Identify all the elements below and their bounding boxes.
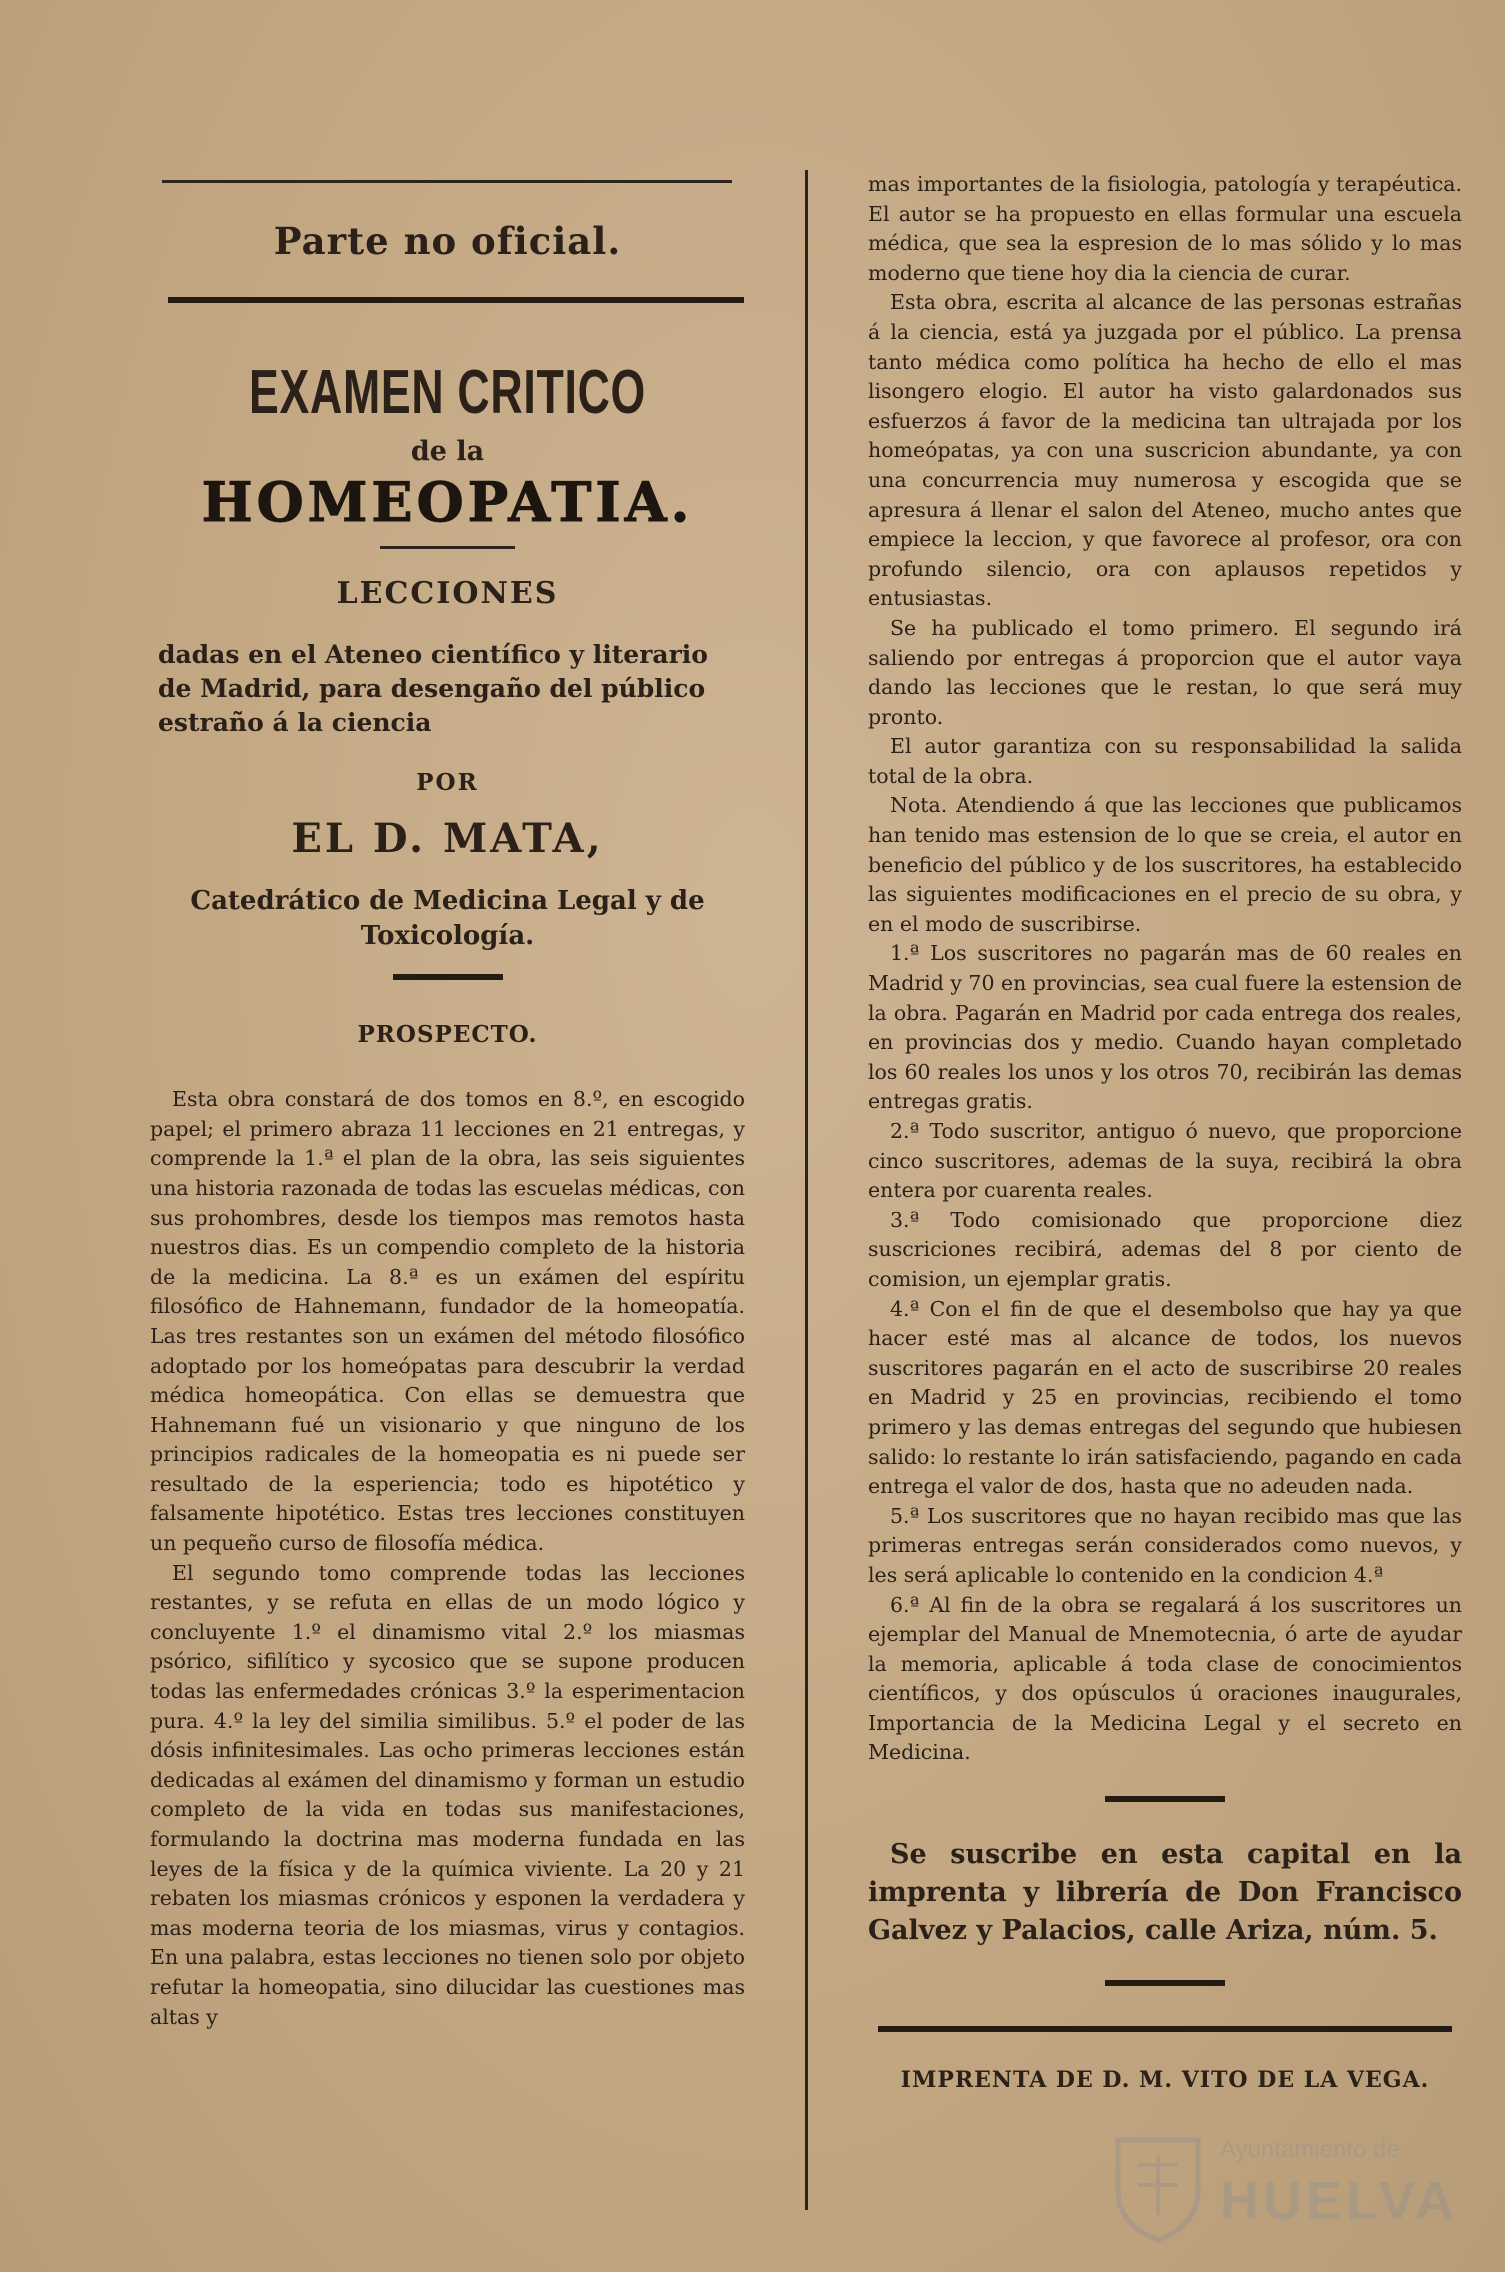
book-subject: HOMEOPATIA.: [201, 470, 694, 535]
section-rule: [1105, 1796, 1225, 1802]
column-divider: [805, 170, 808, 2210]
prospectus-paragraph: Esta obra constará de dos tomos en 8.º, en escogido papel; el primero abraza 11 lecciones en 21 entregas, y comprende la 1.ª el plan de la obra, las seis siguientes una historia razonada de todas las escuelas médicas, con sus prohombres, desde los tiempos mas remotos hasta nuestros dias. Es un compendio completo de la historia de la medicina. La 8.ª es un exámen del espíritu filosófico de Hahnemann, fundador de la homeopatía. Las tres restantes son un exámen del método filosófico adoptado por los homeópatas para descubrir la verdad médica homeopática. Con ellas se demuestra que Hahnemann fué un visionario y que ninguno de los principios radicales de la homeopatia es ni puede ser resultado de la esperiencia; todo es hipotético y falsamente hipotético. Estas tres lecciones constituyen un pequeño curso de filosofía médica.: [150, 1087, 745, 1556]
archive-watermark: [1100, 2130, 1458, 2250]
prospectus-paragraph-continued: mas importantes de la fisiologia, patología y terapéutica. El autor se ha propuesto en ellas formular una escuela médica, que sea la espresion de lo mas sólido y lo mas moderno que tiene hoy dia la ciencia de curar.: [868, 172, 1462, 285]
book-title: EXAMEN CRITICO: [249, 357, 646, 427]
prospectus-paragraph: El segundo tomo comprende todas las lecciones restantes, y se refuta en ellas de un modo lógico y concluyente 1.º el dinamismo vital 2.º los miasmas psórico, sifilítico y sycosico que se supone producen todas las enfermedades crónicas 3.º la esperimentacion pura. 4.º la ley del similia similibus. 5.º el poder de las dósis infinitesimales. Las ocho primeras lecciones están dedicadas al exámen del dinamismo y forman un estudio completo de la vida en todas sus manifestaciones, formulando la doctrina mas moderna fundada en las leyes de la física y de la química viviente. La 20 y 21 rebaten los miasmas crónicos y esponen la verdadera y mas moderna teoria de los miasmas, virus y contagios. En una palabra, estas lecciones no tienen solo por objeto refutar la homeopatia, sino dilucidar las cuestiones mas altas y: [150, 1560, 745, 2029]
title-rule: [380, 546, 515, 549]
prospectus-note: Nota. Atendiendo á que las lecciones que publicamos han tenido mas estension de lo que se creia, el autor en beneficio del público y de los suscritores, ha establecido las siguientes modificaciones en el precio de su obra, y en el modo de suscribirse.: [868, 793, 1462, 936]
by-label: POR: [416, 769, 479, 797]
top-rule: [162, 180, 732, 183]
author-name: EL D. MATA,: [291, 814, 604, 862]
left-column: [150, 170, 745, 2032]
prospectus-paragraph: Esta obra, escrita al alcance de las personas estrañas á la ciencia, está ya juzgada por el público. La prensa tanto médica como política ha hecho de ello el mas lisongero elogio. El autor ha visto galardonados sus esfuerzos á favor de la medicina tan ultrajada por los homeópatas, ya con una suscricion abundante, ya con una concurrencia muy numerosa y escogida que se apresura á llenar el salon del Ateneo, mucho antes que empiece la leccion, y que favorece al profesor, ora con profundo silencio, ora con aplausos repetidos y entusiastas.: [868, 290, 1462, 611]
watermark-line-1: Ayuntamiento de: [1220, 2136, 1400, 2163]
author-rule: [393, 974, 503, 980]
prospectus-paragraph: Se ha publicado el tomo primero. El segundo irá saliendo por entregas á proporcion que el autor vaya dando las lecciones que le restan, lo que será muy pronto.: [868, 615, 1462, 729]
heading-rule: [168, 297, 744, 303]
condition-item: 2.ª Todo suscritor, antiguo ó nuevo, que proporcione cinco suscritores, ademas de la suya, recibirá la obra entera por cuarenta reales.: [868, 1119, 1462, 1203]
condition-item: 6.ª Al fin de la obra se regalará á los suscritores un ejemplar del Manual de Mnemotecnia, ó arte de ayudar la memoria, aplicable á toda clase de conocimientos científicos, y dos opúsculos ú oraciones inaugurales, Importancia de la Medicina Legal y el secreto en Medicina.: [868, 1592, 1462, 1765]
watermark-line-2: HUELVA: [1220, 2171, 1458, 2231]
condition-item: 1.ª Los suscritores no pagarán mas de 60 reales en Madrid y 70 en provincias, sea cual fuere la estension de la obra. Pagarán en Madrid por cada entrega dos reales, en provincias dos y medio. Cuando hayan completado los 60 reales los unos y los otros 70, recibirán las demas entregas gratis.: [868, 941, 1462, 1114]
subscription-notice: Se suscribe en esta capital en la imprenta y librería de Don Francisco Galvez y Palacios, calle Ariza, núm. 5.: [868, 1839, 1462, 1947]
condition-item: 4.ª Con el fin de que el desembolso que hay ya que hacer esté mas al alcance de todos, los nuevos suscritores pagarán en el acto de suscribirse 20 reales en Madrid y 25 en provincias, recibiendo el tomo primero y las demas entregas del segundo que hubiesen salido: lo restante lo irán satisfaciendo, pagando en cada entrega el valor de dos, hasta que no adeuden nada.: [868, 1296, 1462, 1499]
footer-rule: [878, 2026, 1452, 2032]
shield-crest-icon: [1108, 2130, 1208, 2250]
condition-item: 5.ª Los suscritores que no hayan recibido mas que las primeras entregas serán considerados como nuevos, y les será aplicable lo contenido en la condicion 4.ª: [868, 1503, 1462, 1587]
printer-credit: IMPRENTA DE D. M. VITO DE LA VEGA.: [900, 2067, 1430, 2094]
section-rule: [1105, 1980, 1225, 1986]
prospectus-paragraph: El autor garantiza con su responsabilidad la salida total de la obra.: [868, 734, 1462, 788]
book-title-connector: de la: [410, 435, 485, 467]
section-heading: Parte no oficial.: [273, 219, 622, 263]
lecciones-heading: LECCIONES: [336, 575, 559, 611]
right-column: [868, 170, 1462, 2096]
prospectus-heading: PROSPECTO.: [357, 1020, 538, 1048]
author-title: Catedrático de Medicina Legal y de Toxicología.: [190, 885, 705, 951]
condition-item: 3.ª Todo comisionado que proporcione diez suscriciones recibirá, ademas del 8 por ciento de comision, un ejemplar gratis.: [868, 1207, 1462, 1291]
lecciones-subtitle: dadas en el Ateneo científico y literario de Madrid, para desengaño del público estraño á la ciencia: [158, 640, 708, 738]
